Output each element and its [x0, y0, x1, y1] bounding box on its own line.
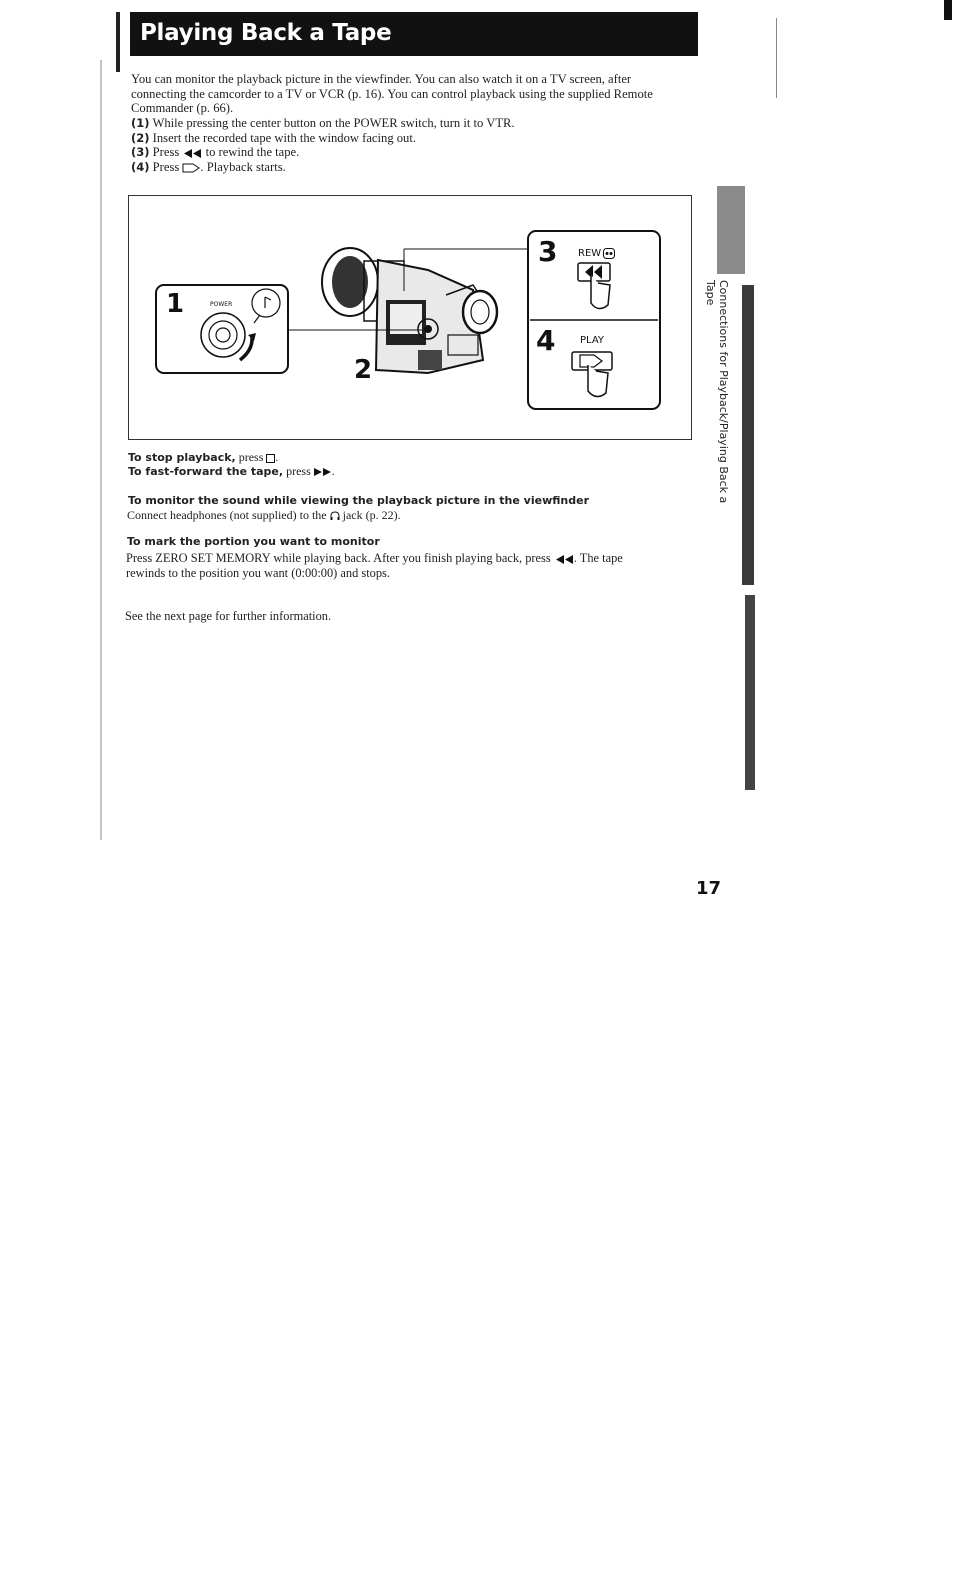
stop-text: press [238, 450, 264, 464]
intro-line-2: connecting the camcorder to a TV or VCR (p. 16). You can control playback using the supplied Remote [131, 86, 653, 101]
callout-2: 2 [354, 355, 373, 385]
mark-portion-post: . The tape [573, 551, 623, 565]
mark-portion-pre: Press ZERO SET MEMORY while playing back. After you finish playing back, press [126, 551, 551, 565]
mark-portion-text [126, 551, 706, 580]
step-text: While pressing the center button on the POWER switch, turn it to VTR. [152, 116, 515, 130]
callout-1: 1 [166, 289, 185, 319]
stop-label: To stop playback, [128, 451, 236, 464]
scan-edge-left [100, 60, 102, 840]
fast-forward-icon [314, 468, 332, 476]
title-edge-mark [116, 12, 120, 72]
stop-line: To stop playback, press . [128, 450, 279, 464]
rewind-icon [554, 555, 574, 564]
see-next-page: See the next page for further information. [125, 609, 332, 623]
callout-4: 4 [536, 324, 556, 357]
monitor-sound-pre: Connect headphones (not supplied) to the [127, 508, 327, 522]
ffwd-line: To fast-forward the tape, press . [128, 464, 335, 478]
side-edge-bar-top [742, 285, 754, 585]
monitor-sound-text [127, 508, 401, 523]
monitor-sound-post: jack (p. 22). [342, 508, 401, 522]
intro-line-1: You can monitor the playback picture in the viewfinder. You can also watch it on a TV screen, after [131, 72, 632, 86]
step-number: (2) [131, 130, 150, 145]
stop-icon [266, 454, 275, 463]
step-3 [131, 145, 701, 160]
step-text: Insert the recorded tape with the window facing out. [152, 130, 417, 145]
power-label: POWER [210, 301, 233, 308]
intro-paragraph [131, 72, 701, 116]
rewind-icon [182, 149, 202, 158]
ffwd-text: press [286, 464, 311, 478]
step-number: (1) [131, 116, 150, 130]
corner-mark [944, 0, 952, 20]
steps-list [131, 116, 701, 174]
page-number: 17 [696, 878, 722, 899]
step-text-pre: Press [152, 159, 180, 174]
ffwd-label: To fast-forward the tape, [128, 465, 284, 478]
intro-line-3: Commander (p. 66). [131, 101, 234, 116]
play-label: PLAY [580, 335, 605, 346]
headphones-icon [330, 511, 340, 521]
side-edge-bar-bottom [745, 595, 755, 790]
monitor-sound-heading: To monitor the sound while viewing the playback picture in the viewfinder [128, 494, 589, 507]
step-number: (3) [131, 145, 150, 160]
mark-portion-heading: To mark the portion you want to monitor [127, 535, 380, 548]
step-text-post: . Playback starts. [200, 159, 286, 174]
step-1 [131, 116, 701, 131]
playback-illustration [128, 195, 692, 440]
side-tab-gray-block [717, 186, 745, 274]
mark-portion-line-1 [126, 551, 706, 566]
step-4 [131, 160, 701, 175]
camcorder-illustration [288, 248, 528, 373]
step-text-pre: Press [152, 145, 180, 160]
step-number: (4) [131, 159, 150, 174]
tape-icon [603, 248, 615, 259]
rew-label: REW [578, 248, 602, 259]
callout-3: 3 [538, 235, 558, 268]
play-icon [182, 163, 200, 173]
side-section-label: Connections for Playback/Playing Back a Tape [704, 280, 730, 504]
step-2 [131, 131, 701, 146]
page-title: Playing Back a Tape [140, 20, 392, 46]
step-text-post: to rewind the tape. [205, 145, 300, 160]
mark-portion-line-2: rewinds to the position you want (0:00:00) and stops. [126, 565, 390, 580]
right-edge-rule [776, 18, 777, 98]
